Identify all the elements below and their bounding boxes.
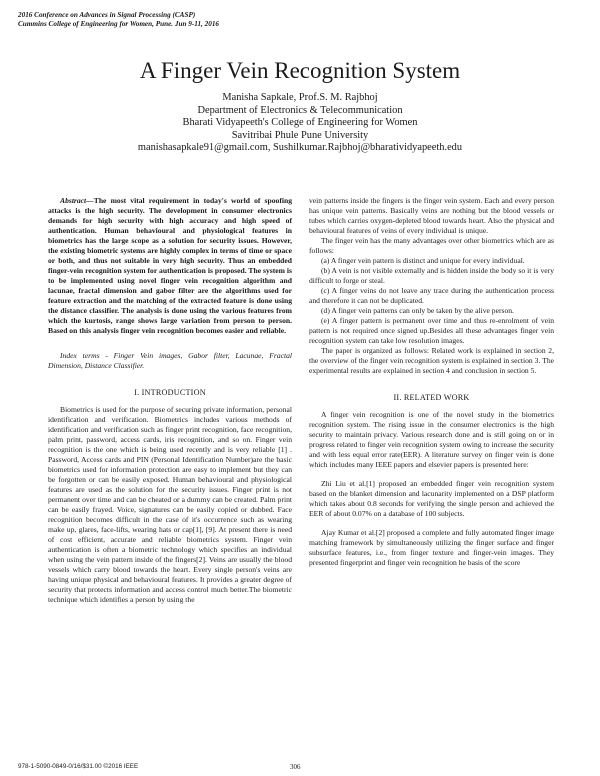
related-work-paragraph-3: Ajay Kumar et al.[2] proposed a complete and fully automated finger image matching framework by simultaneously utilizing the finger surface and finger subsurface features, i.e., from finger texture and finger-vein images. They presented fingerprint and finger vein recognition he basis of the score (309, 528, 554, 567)
university: Savitribai Phule Pune University (231, 129, 369, 141)
right-column (309, 196, 554, 568)
advantage-c: (c) A finger veins do not leave any trace during the authentication process and therefore it can not be duplicated. (309, 286, 554, 305)
index-terms: Index terms - Finger Vein images, Gabor filter, Lacunae, Fractal Dimension, Distance Classifier. (48, 351, 292, 370)
related-work-paragraph-1: A finger vein recognition is one of the novel study in the biometrics recognition system. The rising issue in the consumer electronics is the high security to maintain privacy. Various research done and is still going on or in progress related to finger vein recognition system owing to increase the security and with less equal error rate(EER). A literature survey on finger vein is done which includes many IEEE papers and elsevier papers is presented here: (309, 410, 554, 469)
author-names: Manisha Sapkale, Prof.S. M. Rajbhoj (222, 92, 378, 103)
author-emails: manishasapkale91@gmail.com, Sushilkumar.Rajbhoj@bharatividyapeeth.edu (137, 142, 463, 154)
advantages-intro: The finger vein has the many advantages over other biometrics which are as follows: (309, 236, 554, 255)
advantage-e: (e) A finger pattern is permanent over time and thus re-enrolment of vein pattern is not required once signed up.Besides all these advantages finger vein recognition system can take low resolution images. (309, 316, 554, 345)
abstract-text: The most vital requirement in today's world of spoofing attacks is the high security. The development in consumer electronics demands for high security with high accuracy and high speed of authentication. Human behavioural and physiological features in biometrics has the large scope as a solution for security issues. However, the existing biometric systems are highly complex in terms of time or space or both, and thus not suitable in very high security. Thus an embedded finger-vein recognition system for authentication is proposed. The system is to be implemented using novel finger vein recognition algorithm and lacunae, fractal dimension and gabor filter are the algorithms used for feature extraction and the matching of the extracted feature is done using the distance classifier. The analysis is done using the various features from which the kurtosis, range shows large variation from person to person. Based on this analysis finger vein recognition becomes easier and reliable. (48, 196, 292, 335)
introduction-paragraph: Biometrics is used for the purpose of securing private information, personal identification and verification. Biometrics includes various methods of identification and verification such as finger print recognition, face recognition, palm print, password, access cards, iris recognition, and so on. Finger vein recognition is the one which is being used recently and is very reliable [1] . Password, Access cards and PIN (Personal Identification Number)are the basic biometrics used for information protection are easy to implement but they can be forgotten or can be easily exposed. Human behavioural and physiological features are used as the solution for the security issues. Finger print is not permanent over time and can be cheated or a dummy can be created. Palm print can be easily frayed. Voice, signatures can be easily copied or dubbed. Face recognition becomes difficult in the case of it's occurrence such as wearing make up, glares, face-lifts, wearing hats or cap[1], [9]. At present there is need of cost efficient, accurate and reliable biometrics system. Finger vein authentication is often a biometric technology which specifies an individual when using the vein pattern inside of the fingers[2]. Veins are usually the blood vessels which carry blood towards the heart. Every single person's veins are having unique physical and behavioural features. It provides a greater degree of security that protects information and access control much better.The biometric technique which identifies a person by using the (48, 405, 292, 604)
intro-continued-paragraph: vein patterns inside the fingers is the finger vein system. Each and every person has unique vein patterns. Basically veins are nothing but the blood vessels or tubes which carries oxygen-depleted blood towards heart. Also the physical and behavioural features of veins of every individual is unique. (309, 196, 554, 235)
page-number: 306 (290, 763, 301, 771)
abstract-label: Abstract— (60, 196, 94, 205)
footer-isbn: 978-1-5090-0849-0/16/$31.00 ©2016 IEEE (18, 763, 139, 770)
conference-header (18, 11, 219, 29)
advantage-d: (d) A finger vein patterns can only be taken by the alive person. (321, 306, 514, 315)
paper-title: A Finger Vein Recognition System (139, 58, 461, 83)
abstract (48, 196, 292, 336)
conference-line-1: 2016 Conference on Advances in Signal Processing (CASP) (18, 11, 196, 19)
conference-line-2: Cummins College of Engineering for Women, Pune. Jun 9-11, 2016 (18, 20, 220, 28)
organization-paragraph: The paper is organized as follows: Related work is explained in section 2, the overview of the finger vein recognition system is explained in section 3. The experimental results are explained in section 4 and conclusion in section 5. (309, 346, 554, 375)
section-heading-introduction: I. INTRODUCTION (134, 388, 206, 397)
related-work-paragraph-2: Zhi Liu et al.[1] proposed an embedded finger vein recognition system based on the blanket dimension and lacunarity implemented on a DSP platform which takes about 0.8 seconds for verifying the single person and achieved the EER of about 0.07% on a database of 100 subjects. (309, 479, 554, 518)
advantage-b: (b) A vein is not visible externally and is hidden inside the body so it is very difficult to forge or steal. (309, 266, 554, 285)
college: Bharati Vidyapeeth's College of Engineering for Women (182, 117, 418, 129)
left-column (48, 196, 292, 605)
author-block (0, 92, 600, 155)
section-heading-related-work: II. RELATED WORK (393, 393, 470, 402)
department: Department of Electronics & Telecommunication (197, 104, 403, 116)
advantage-a: (a) A finger vein pattern is distinct and unique for every individual. (321, 256, 525, 265)
